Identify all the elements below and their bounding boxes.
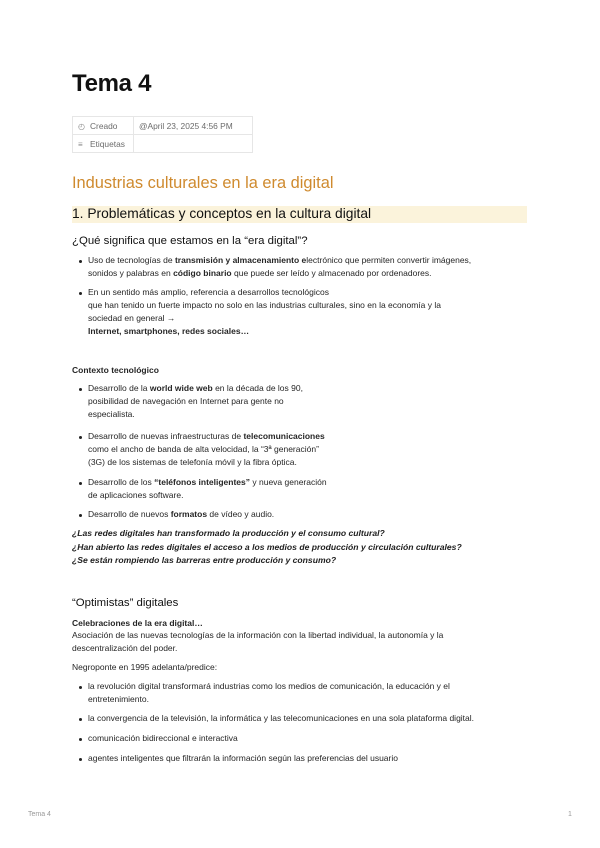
bullet-marker bbox=[79, 718, 82, 721]
bullet-marker bbox=[79, 482, 82, 485]
question: ¿Se están rompiendo las barreras entre producción y consumo? bbox=[72, 555, 337, 565]
footer-page-number: 1 bbox=[568, 811, 572, 818]
question: ¿Las redes digitales han transformado la producción y el consumo cultural? bbox=[72, 528, 385, 538]
paragraph: Negroponte en 1995 adelanta/predice: bbox=[72, 662, 218, 672]
bullet-marker bbox=[79, 260, 82, 263]
property-label: Creado bbox=[90, 120, 118, 131]
optimistas-subtitle: Celebraciones de la era digital… bbox=[72, 618, 203, 628]
heading-3-era-digital: ¿Qué significa que estamos en la “era digital”? bbox=[72, 235, 308, 247]
list-item: Desarrollo de nuevos formatos de vídeo y audio. bbox=[88, 509, 275, 519]
list-item: En un sentido más amplio, referencia a desarrollos tecnológicos que han tenido un fuerte impacto no solo en las industrias culturales, sino en la economía y la sociedad en general → Internet, smartphones, redes sociales… bbox=[88, 287, 441, 336]
list-item: Desarrollo de nuevas infraestructuras de telecomunicaciones como el ancho de banda de alta velocidad, la “3ª generación” (3G) de los sistemas de telefonía móvil y la fibra óptica. bbox=[88, 431, 325, 467]
bullet-marker bbox=[79, 758, 82, 761]
property-row-created[interactable] bbox=[73, 117, 253, 135]
property-value: @April 23, 2025 4:56 PM bbox=[134, 117, 253, 135]
property-label: Etiquetas bbox=[90, 138, 125, 149]
list-item: la revolución digital transformará industrias como los medios de comunicación, la educación y el entretenimiento. bbox=[88, 681, 450, 704]
bullet-marker bbox=[79, 738, 82, 741]
page-title: Tema 4 bbox=[72, 70, 152, 97]
heading-2: 1. Problemáticas y conceptos en la cultura digital bbox=[72, 206, 372, 221]
heading-1: Industrias culturales en la era digital bbox=[72, 174, 334, 192]
list-item: la convergencia de la televisión, la informática y las telecomunicaciones en una sola plataforma digital. bbox=[88, 713, 475, 723]
properties-table bbox=[72, 116, 253, 153]
bullet-marker bbox=[79, 388, 82, 391]
footer-title: Tema 4 bbox=[28, 811, 51, 818]
bullet-marker bbox=[79, 686, 82, 689]
questions bbox=[72, 527, 462, 568]
list-item: agentes inteligentes que filtrarán la información según las preferencias del usuario bbox=[88, 753, 398, 763]
property-row-tags[interactable] bbox=[73, 135, 253, 153]
bullet-marker bbox=[79, 292, 82, 295]
list-icon: ≡ bbox=[78, 139, 83, 149]
contexto-title: Contexto tecnológico bbox=[72, 365, 159, 375]
bullet-marker bbox=[79, 514, 82, 517]
list-item: Desarrollo de los “teléfonos inteligentes” y nueva generación de aplicaciones software. bbox=[88, 477, 327, 500]
bullet-marker bbox=[79, 436, 82, 439]
property-value bbox=[134, 135, 253, 153]
question: ¿Han abierto las redes digitales el acceso a los medios de producción y circulación culturales? bbox=[72, 541, 462, 552]
paragraph: Asociación de las nuevas tecnologías de la información con la libertad individual, la autonomía y la descentralización del poder. bbox=[72, 630, 444, 653]
list-item: Desarrollo de la world wide web en la década de los 90, posibilidad de navegación en Internet para gente no especialista. bbox=[88, 383, 303, 419]
list-item: comunicación bidireccional e interactiva bbox=[88, 733, 238, 743]
list-item: Uso de tecnologías de transmisión y almacenamiento electrónico que permiten convertir imágenes, sonidos y palabras en código binario que puede ser leído y almacenado por ordenadores. bbox=[88, 255, 472, 278]
heading-3-optimistas: “Optimistas” digitales bbox=[72, 597, 179, 609]
clock-icon: ◴ bbox=[78, 121, 85, 131]
